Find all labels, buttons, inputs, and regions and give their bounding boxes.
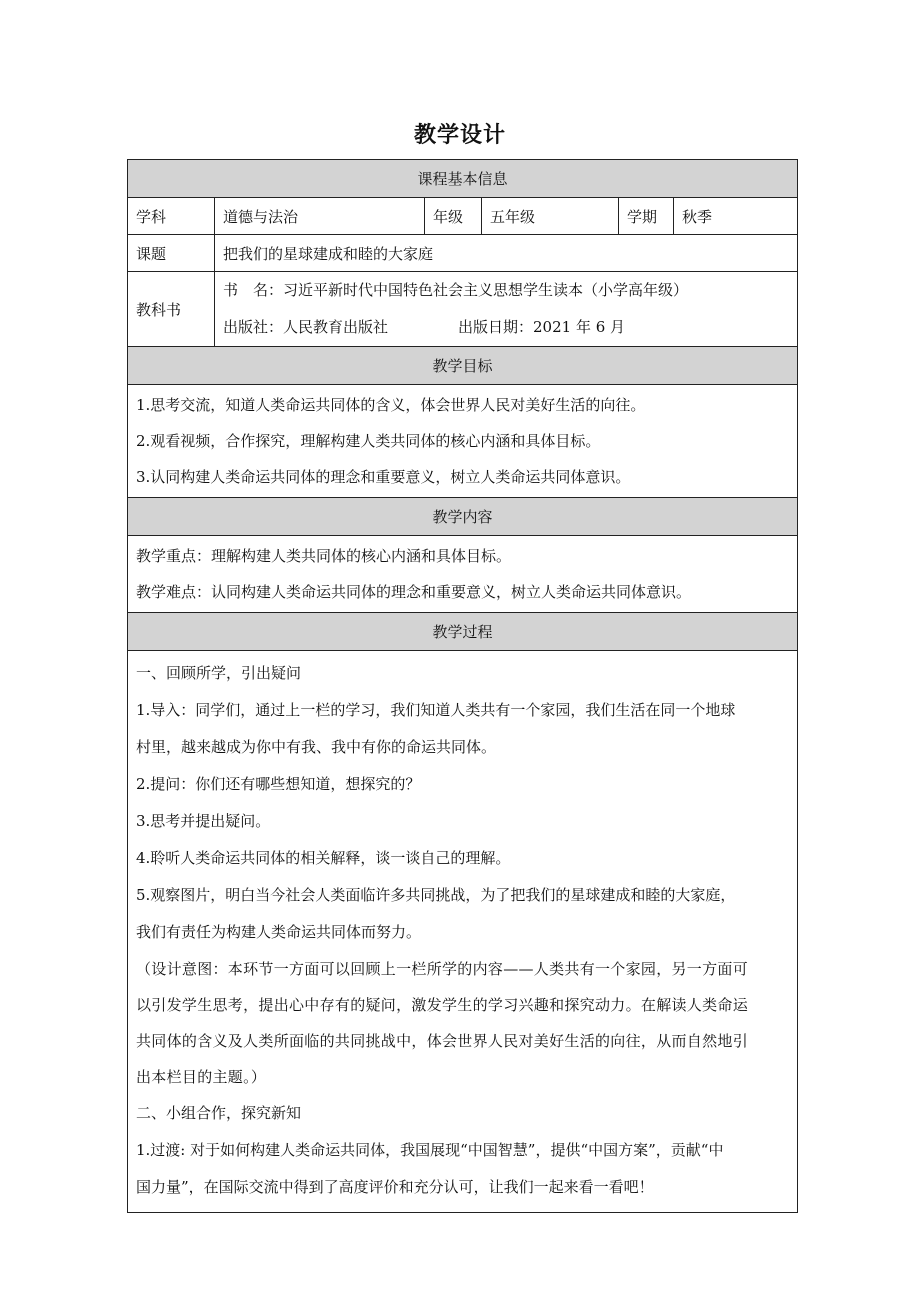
- process-step: 1.导入：同学们，通过上一栏的学习，我们知道人类共有一个家园，我们生活在同一个地球: [136, 701, 736, 719]
- design-intent-note: （设计意图：本环节一方面可以回顾上一栏所学的内容——人类共有一个家园，另一方面可: [136, 960, 749, 978]
- difficulty-point: 教学难点：认同构建人类命运共同体的理念和重要意义，树立人类命运共同体意识。: [136, 583, 692, 601]
- process-step-cont: 村里，越来越成为你中有我、我中有你的命运共同体。: [136, 738, 497, 756]
- textbook-info: [215, 272, 798, 347]
- subject-row: [128, 198, 798, 235]
- key-point: 教学重点：理解构建人类共同体的核心内涵和具体目标。: [136, 547, 512, 565]
- topic-value: 把我们的星球建成和睦的大家庭: [215, 235, 798, 272]
- design-intent-note: 出本栏目的主题。）: [136, 1068, 267, 1086]
- process-row: [128, 651, 798, 1213]
- process-step: 4.聆听人类命运共同体的相关解释，谈一谈自己的理解。: [136, 849, 511, 867]
- publisher: 出版社：人民教育出版社: [223, 318, 389, 336]
- goals-row: [128, 385, 798, 498]
- process-step: 1.过渡: 对于如何构建人类命运共同体，我国展现“中国智慧”，提供“中国方案”，贡献“中: [136, 1141, 724, 1159]
- content-row: [128, 536, 798, 613]
- grade-label: 年级: [425, 198, 482, 235]
- process-body: [128, 651, 798, 1213]
- publisher-line: [223, 309, 789, 346]
- goal-item: 2.观看视频，合作探究，理解构建人类共同体的核心内涵和具体目标。: [136, 432, 601, 450]
- lesson-plan-table: [127, 159, 798, 1213]
- goal-item: 3.认同构建人类命运共同体的理念和重要意义，树立人类命运共同体意识。: [136, 468, 631, 486]
- content-header-row: [128, 498, 798, 536]
- topic-row: [128, 235, 798, 272]
- design-intent-note: 以引发学生思考，提出心中存有的疑问，激发学生的学习兴趣和探究动力。在解读人类命运: [136, 996, 749, 1014]
- subject-label: 学科: [128, 198, 215, 235]
- process-step: 5.观察图片，明白当今社会人类面临许多共同挑战，为了把我们的星球建成和睦的大家庭，: [136, 886, 736, 904]
- process-step-cont: 我们有责任为构建人类命运共同体而努力。: [136, 923, 422, 941]
- section-heading: 一、回顾所学，引出疑问: [136, 664, 302, 682]
- goals-list: [128, 385, 798, 498]
- document-title: 教学设计: [413, 123, 506, 148]
- process-step: 2.提问：你们还有哪些想知道，想探究的？: [136, 775, 421, 793]
- section-heading: 二、小组合作，探究新知: [136, 1104, 302, 1122]
- publish-date: 出版日期：2021 年 6 月: [458, 318, 626, 336]
- term-value: 秋季: [674, 198, 798, 235]
- goal-item: 1.思考交流，知道人类命运共同体的含义，体会世界人民对美好生活的向往。: [136, 396, 646, 414]
- content-list: [128, 536, 798, 613]
- process-step-cont: 国力量”，在国际交流中得到了高度评价和充分认可，让我们一起来看一看吧！: [136, 1178, 654, 1196]
- basic-info-header: 课程基本信息: [128, 160, 798, 198]
- content-header: 教学内容: [128, 498, 798, 536]
- textbook-row: [128, 272, 798, 347]
- subject-value: 道德与法治: [215, 198, 425, 235]
- topic-label: 课题: [128, 235, 215, 272]
- basic-info-header-row: [128, 160, 798, 198]
- goals-header: 教学目标: [128, 347, 798, 385]
- process-header: 教学过程: [128, 613, 798, 651]
- book-name: 书 名：习近平新时代中国特色社会主义思想学生读本（小学高年级）: [223, 281, 689, 299]
- process-step: 3.思考并提出疑问。: [136, 812, 271, 830]
- textbook-label: 教科书: [128, 272, 215, 347]
- process-header-row: [128, 613, 798, 651]
- design-intent-note: 共同体的含义及人类所面临的共同挑战中，体会世界人民对美好生活的向往，从而自然地引: [136, 1032, 749, 1050]
- goals-header-row: [128, 347, 798, 385]
- term-label: 学期: [619, 198, 674, 235]
- grade-value: 五年级: [482, 198, 619, 235]
